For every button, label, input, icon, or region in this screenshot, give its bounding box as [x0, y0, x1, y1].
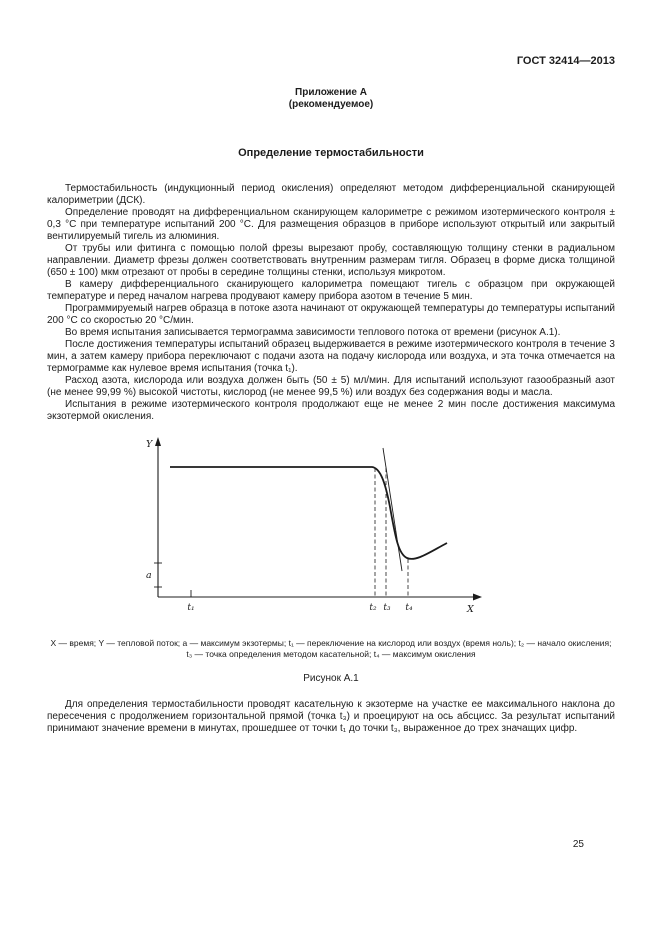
a-label: a — [146, 570, 152, 581]
appendix-subtitle: (рекомендуемое) — [288, 99, 374, 110]
t1-label: t₁ — [187, 603, 195, 613]
appendix-title: Приложение А — [295, 87, 367, 98]
doc-number: ГОСТ 32414—2013 — [516, 55, 615, 67]
t4-label: t₄ — [405, 603, 413, 613]
section-title: Определение термостабильности — [238, 147, 424, 159]
paragraph: От трубы или фитинга с помощью полой фрезы вырезают пробу, составляющую толщину стенки в радиальном направлении. Диаметр фрезы должен соответствовать внутренним размерам тигля. Образец в форме диска толщиной (650 ± 100) мкм отрезают от пробы в середине толщины стенки, используя микротом. — [47, 243, 615, 278]
thermogram-figure — [143, 435, 615, 628]
y-axis-arrow-icon — [155, 437, 161, 446]
y-axis-label: Y — [146, 439, 153, 450]
x-axis-label: X — [467, 604, 474, 615]
paragraph: Программируемый нагрев образца в потоке азота начинают от окружающей температуры до температуры испытаний 200 °С со скоростью 20 °С/мин. — [47, 303, 615, 326]
paragraph: Во время испытания записывается термограмма зависимости теплового потока от времени (рисунок А.1). — [65, 327, 561, 338]
paragraph: Определение проводят на дифференциальном сканирующем калориметре с режимом изотермического контроля ± 0,3 °С при температуре испытаний 200 °С. Для размещения образцов в приборе используют открытый или закрытый вентилируемый тигель из алюминия. — [47, 207, 615, 242]
closing-paragraph: Для определения термостабильности проводят касательную к экзотерме на участке ее максимального наклона до пересечения с продолжением горизонтальной прямой (точка t₃) и проецируют на ось абсцисс. За результат испытаний принимают значение времени в минутах, прошедшее от точки t₁ до точки t₃, выраженное до трех значащих цифр. — [47, 699, 615, 734]
paragraph: В камеру дифференциального сканирующего калориметра помещают тигель с образцом при окружающей температуре и перед началом нагрева продувают камеру прибора азотом в течение 5 мин. — [47, 279, 615, 302]
paragraph: После достижения температуры испытаний образец выдерживается в режиме изотермического контроля в течение 3 мин, а затем камеру прибора переключают с подачи азота на подачу кислорода или воздуха, и эта точка отмечается на термограмме как нулевое время испытания (точка t₁). — [47, 339, 615, 374]
heat-flow-curve — [170, 467, 447, 559]
figure-caption: Рисунок А.1 — [303, 673, 359, 684]
paragraph: Испытания в режиме изотермического контроля продолжают еще не менее 2 мин после достижения максимума экзотермой окисления. — [47, 399, 615, 422]
page-number: 25 — [572, 839, 584, 850]
paragraph: Расход азота, кислорода или воздуха должен быть (50 ± 5) мл/мин. Для испытаний используют газообразный азот (не менее 99,99 %) высокой чистоты, кислород (не менее 99,5 %) или воздух без содержания воды и масла. — [47, 375, 615, 398]
appendix-heading — [47, 87, 615, 111]
thermogram-chart — [143, 435, 485, 623]
t2-label: t₂ — [369, 603, 377, 613]
figure-legend: X — время; Y — тепловой поток; a — максимум экзотермы; t₁ — переключение на кислород или воздух (время ноль); t₂ — начало окисления; t₃ — точка определения методом касательной; t₄ — максимум окисления — [50, 638, 612, 659]
x-axis-arrow-icon — [473, 594, 482, 601]
t3-label: t₃ — [383, 603, 391, 613]
paragraph: Термостабильность (индукционный период окисления) определяют методом дифференциальной сканирующей калориметрии (ДСК). — [47, 183, 615, 206]
